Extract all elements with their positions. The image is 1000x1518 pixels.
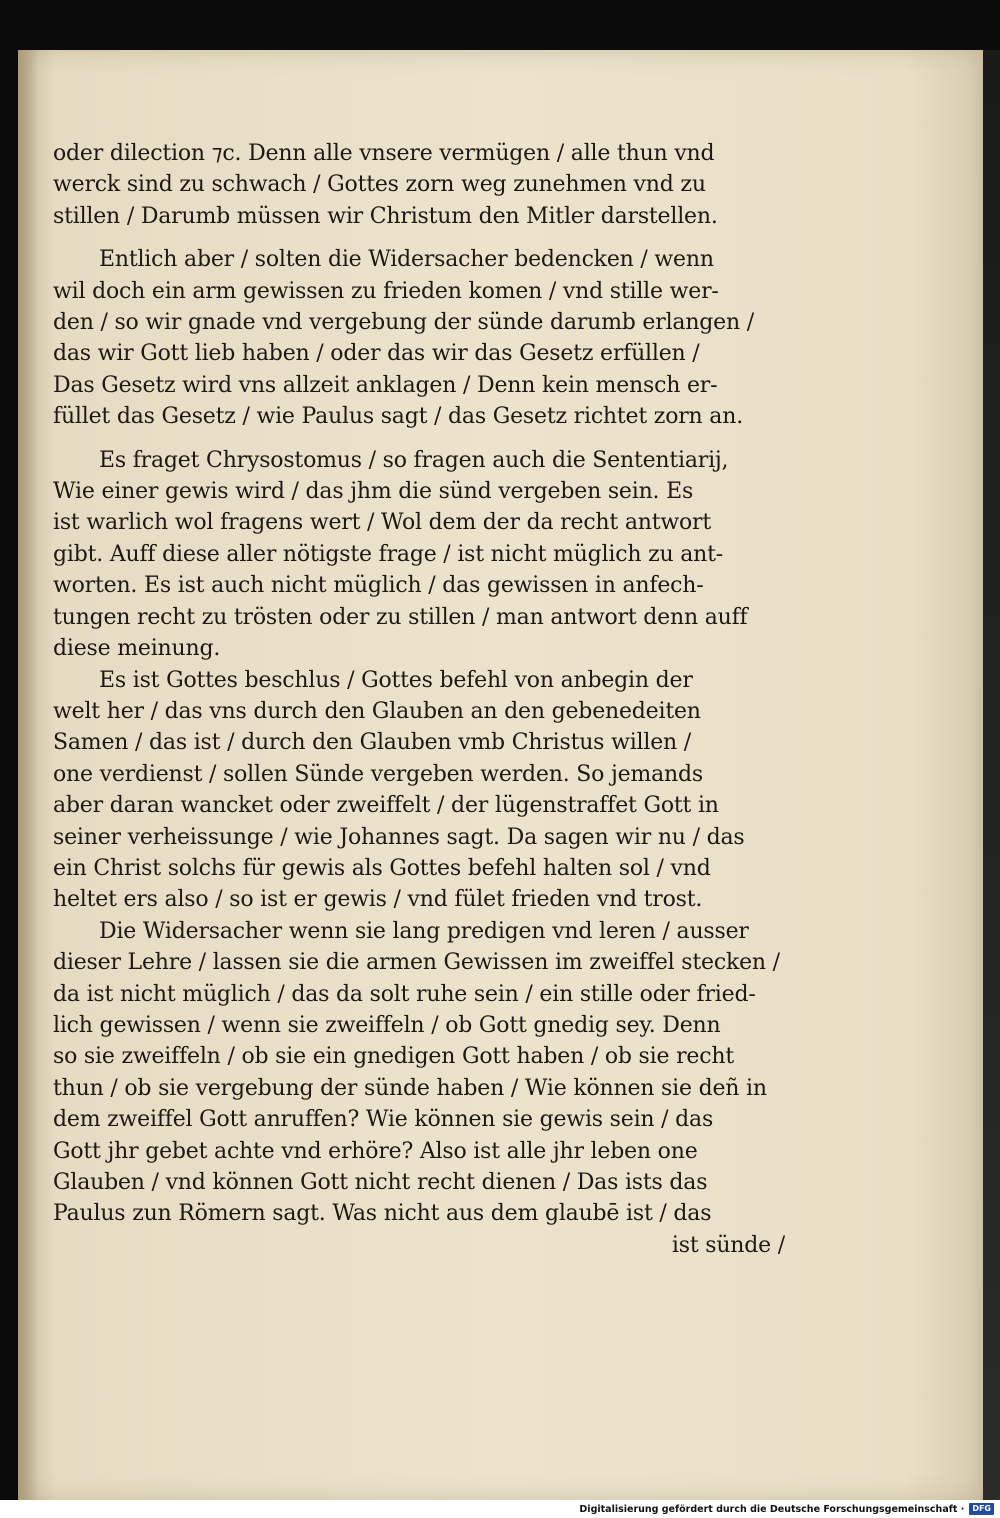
text-line: one verdienst / sollen Sünde vergeben werden. So jemands [53,761,703,787]
text-line: Paulus zun Römern sagt. Was nicht aus dem glaubē ist / das [53,1201,712,1227]
text-line: Glauben / vnd können Gott nicht recht dienen / Das ists das [53,1170,708,1195]
text-line: tungen recht zu trösten oder zu stillen / man antwort denn auff [53,604,748,630]
text-line: diese meinung. [53,636,221,662]
paragraph-1 [53,138,793,232]
text-line: Die Widersacher wenn sie lang predigen vnd leren / ausser [99,918,749,944]
text-line: Entlich aber / solten die Widersacher bedencken / wenn [99,247,714,273]
text-line: stillen / Darumb müssen wir Christum den Mitler darstellen. [53,203,718,229]
text-line: thun / ob sie vergebung der sünde haben / Wie können sie deñ in [53,1075,767,1101]
text-line: Es ist Gottes beschlus / Gottes befehl von anbegin der [99,667,693,693]
text-line: seiner verheissunge / wie Johannes sagt. Da sagen wir nu / das [53,824,745,850]
text-line: Das Gesetz wird vns allzeit anklagen / Denn kein mensch er- [53,372,718,398]
text-line: so sie zweiffeln / ob sie ein gnedigen Gott haben / ob sie recht [53,1044,734,1070]
text-line: ist warlich wol fragens wert / Wol dem der da recht antwort [53,510,711,536]
text-line: gibt. Auff diese aller nötigste frage / ist nicht müglich zu ant- [53,541,723,567]
catchword: ist sünde / [671,1232,785,1258]
text-line: dieser Lehre / lassen sie die armen Gewissen im zweiffel stecken / [53,950,780,976]
text-line: den / so wir gnade vnd vergebung der sünde darumb erlangen / [53,310,754,336]
text-line: welt her / das vns durch den Glauben an den gebenedeiten [53,698,701,724]
text-line: oder dilection ⁊c. Denn alle vnsere vermügen / alle thun vnd [53,141,715,166]
text-line: füllet das Gesetz / wie Paulus sagt / das Gesetz richtet zorn an. [53,404,743,430]
text-line: da ist nicht müglich / das da solt ruhe sein / ein stille oder fried- [53,981,756,1007]
text-line: Es fraget Chrysostomus / so fragen auch die Sententiarij, [99,447,729,473]
footer-bar [0,1500,1000,1518]
text-line: worten. Es ist auch nicht müglich / das gewissen in anfech- [53,573,704,599]
text-line: lich gewissen / wenn sie zweiffeln / ob Gott gnedig sey. Denn [53,1012,721,1038]
paragraph-4 [53,665,793,916]
book-page [18,50,983,1500]
page-text-block [53,138,793,1261]
text-line: Wie einer gewis wird / das jhm die sünd vergeben sein. Es [53,479,694,505]
scan-edge-strip [983,50,1000,1500]
text-line: Samen / das ist / durch den Glauben vmb Christus willen / [53,730,691,756]
text-line: das wir Gott lieb haben / oder das wir das Gesetz erfüllen / [53,341,700,367]
text-line: Gott jhr gebet achte vnd erhöre? Also ist alle jhr leben one [53,1138,698,1164]
text-line: dem zweiffel Gott anruffen? Wie können sie gewis sein / das [53,1107,714,1133]
page-gutter-shadow [18,50,38,1500]
paragraph-2 [53,244,793,432]
text-line: heltet ers also / so ist er gewis / vnd fület frieden vnd trost. [53,887,703,913]
text-line: aber daran wancket oder zweiffelt / der lügenstraffet Gott in [53,793,719,819]
funding-credit: Digitalisierung gefördert durch die Deutsche Forschungsgemeinschaft · [579,1503,965,1515]
paragraph-3 [53,445,793,665]
text-line: ein Christ solchs für gewis als Gottes befehl halten sol / vnd [53,855,711,881]
dfg-logo-icon: DFG [969,1503,994,1515]
paragraph-5 [53,916,793,1261]
text-line: wil doch ein arm gewissen zu frieden komen / vnd stille wer- [53,278,719,304]
text-line: werck sind zu schwach / Gottes zorn weg zunehmen vnd zu [53,172,706,198]
